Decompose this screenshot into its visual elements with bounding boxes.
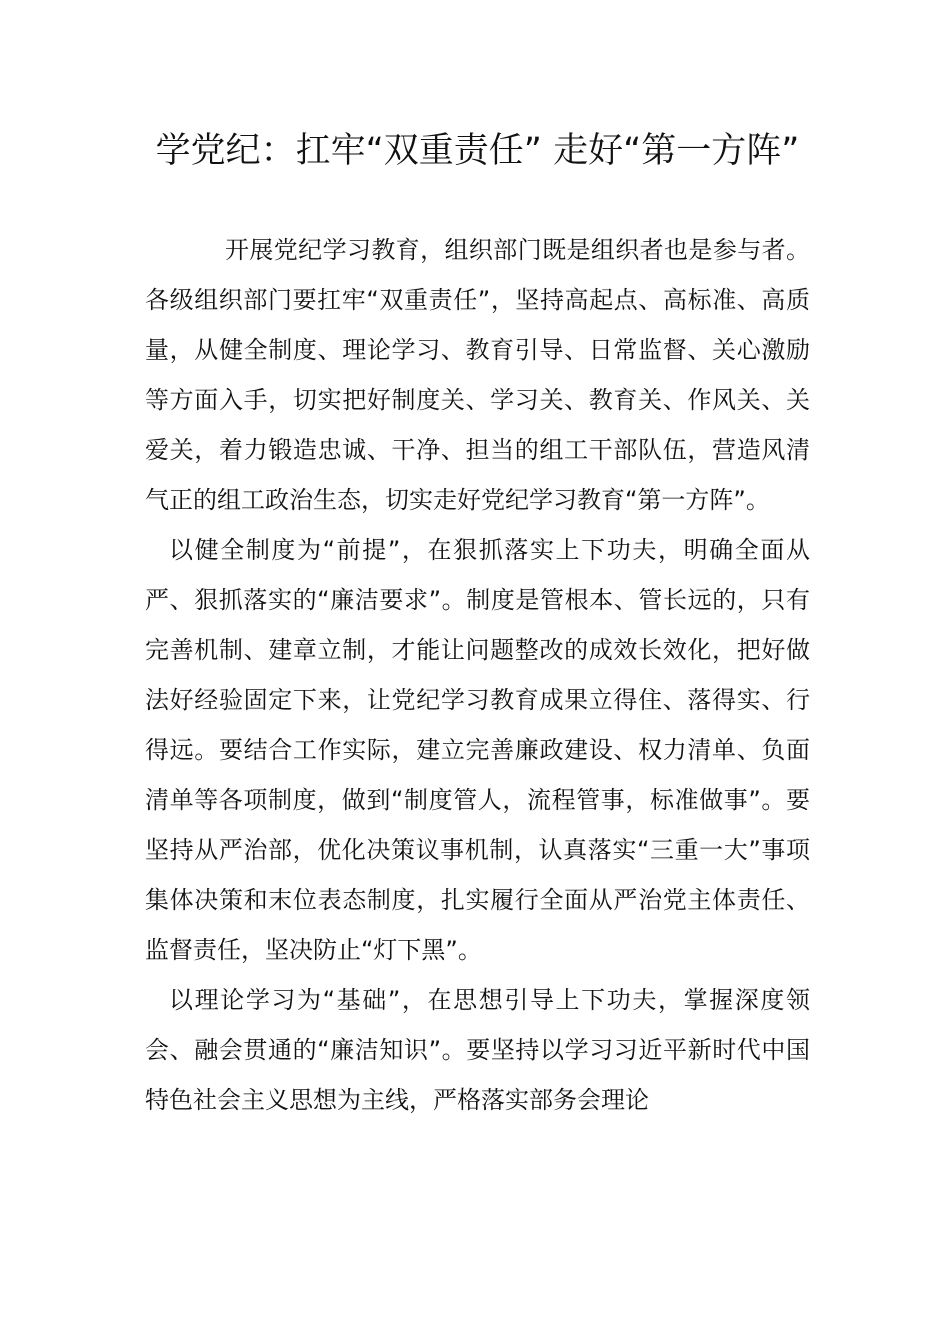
paragraph-theory: 以理论学习为“基础”，在思想引导上下功夫，掌握深度领会、融会贯通的“廉洁知识”。要坚持以学习习近平新时代中国特色社会主义思想为主线，严格落实部务会理论 — [145, 986, 810, 1114]
paragraph-system: 以健全制度为“前提”，在狠抓落实上下功夫，明确全面从严、狠抓落实的“廉洁要求”。制度是管根本、管长远的，只有完善机制、建章立制，才能让问题整改的成效长效化，把好做法好经验固定下来，让党纪学习教育成果立得住、落得实、行得远。要结合工作实际，建立完善廉政建设、权力清单、负面清单等各项制度，做到“制度管人，流程管事，标准做事”。要坚持从严治部，优化决策议事机制，认真落实“三重一大”事项集体决策和末位表态制度，扎实履行全面从严治党主体责任、监督责任，坚决防止“灯下黑”。 — [145, 536, 810, 964]
paragraph-intro: 开展党纪学习教育，组织部门既是组织者也是参与者。各级组织部门要扛牢“双重责任”，坚持高起点、高标准、高质量，从健全制度、理论学习、教育引导、日常监督、关心激励等方面入手，切实把好制度关、学习关、教育关、作风关、关爱关，着力锻造忠诚、干净、担当的组工干部队伍，营造风清气正的组工政治生态，切实走好党纪学习教育“第一方阵”。 — [145, 236, 810, 514]
document-body — [145, 225, 810, 1125]
document-title: 学党纪：扛牢“双重责任” 走好“第一方阵” — [155, 131, 800, 171]
